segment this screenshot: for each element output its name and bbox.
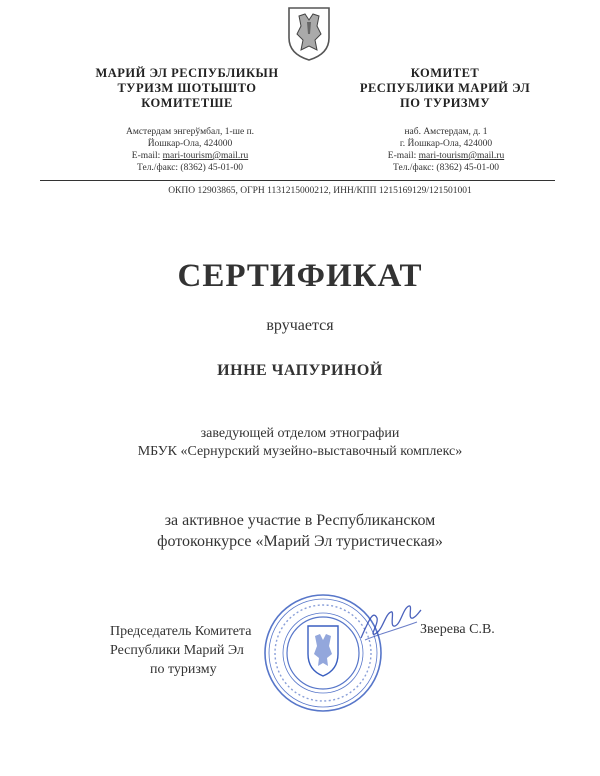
handwritten-signature-icon (355, 600, 425, 648)
email-link[interactable]: mari-tourism@mail.ru (162, 151, 249, 161)
org-title-left-line: МАРИЙ ЭЛ РЕСПУБЛИКЫН (95, 66, 279, 80)
address-left (60, 126, 320, 174)
email-label: E-mail: (131, 151, 163, 161)
phone-line: Тел./факс: (8362) 45-01-00 (137, 163, 243, 173)
address-line: г. Йошкар-Ола, 424000 (399, 139, 493, 149)
coat-of-arms-icon (285, 4, 333, 62)
reason-line: за активное участие в Республиканском (164, 512, 436, 529)
recipient-name: ИННЕ ЧАПУРИНОЙ (217, 362, 383, 379)
award-reason (0, 510, 600, 552)
org-title-right-line: КОМИТЕТ (410, 66, 480, 80)
phone-line: Тел./факс: (8362) 45-01-00 (393, 163, 499, 173)
signer-name: Зверева С.В. (420, 622, 495, 637)
signer-title-line: Республики Марий Эл (110, 643, 244, 658)
org-title-right-line: РЕСПУБЛИКИ МАРИЙ ЭЛ (359, 81, 531, 95)
org-title-left (62, 66, 312, 111)
header-divider (40, 180, 555, 181)
certificate-title: СЕРТИФИКАТ (177, 258, 423, 294)
email-line (316, 150, 576, 162)
org-title-right (330, 66, 560, 111)
signer-title-line: по туризму (150, 662, 217, 677)
email-link[interactable]: mari-tourism@mail.ru (418, 151, 505, 161)
position-line: заведующей отделом этнографии (200, 426, 400, 441)
presented-text: вручается (266, 317, 334, 334)
address-right (316, 126, 576, 174)
address-line: Амстердам энгерўмбал, 1-ше п. (125, 127, 255, 137)
position-line: МБУК «Сернурский музейно-выставочный комплекс» (137, 444, 463, 459)
org-title-left-line: КОМИТЕТШЕ (141, 96, 233, 110)
registration-numbers: ОКПО 12903865, ОГРН 1131215000212, ИНН/КПП 1215169129/121501001 (168, 186, 472, 196)
org-title-left-line: ТУРИЗМ ШОТЫШТО (117, 81, 257, 95)
email-line (60, 150, 320, 162)
recipient-position (0, 425, 600, 461)
email-label: E-mail: (387, 151, 419, 161)
signer-title-line: Председатель Комитета (110, 624, 252, 639)
reason-line: фотоконкурсе «Марий Эл туристическая» (157, 533, 443, 550)
org-title-right-line: ПО ТУРИЗМУ (399, 96, 490, 110)
address-line: наб. Амстердам, д. 1 (404, 127, 488, 137)
address-line: Йошкар-Ола, 424000 (147, 139, 233, 149)
